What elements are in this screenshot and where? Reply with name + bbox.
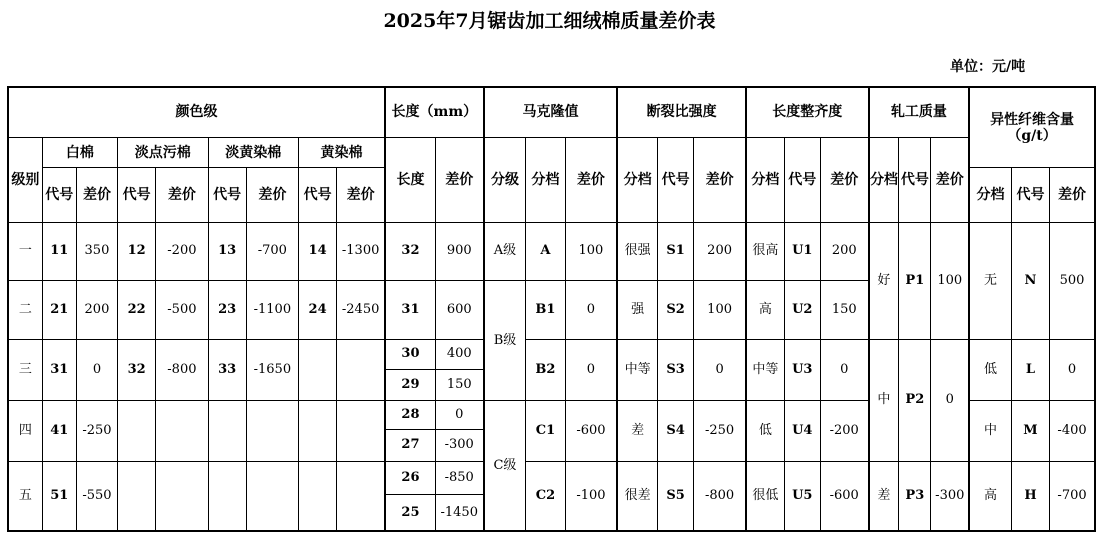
uniformity-level: 中等	[746, 339, 784, 401]
white-price: 0	[76, 339, 117, 401]
mic-level-header: 分档	[526, 137, 565, 222]
yellow-stained-header: 黄染棉	[299, 137, 386, 167]
light-yellow-price-header: 差价	[246, 168, 298, 222]
uniformity-level: 很低	[746, 461, 784, 531]
foreign-fiber-unit: （g/t）	[1007, 127, 1057, 144]
white-price: 200	[76, 281, 117, 340]
uniformity-price: 150	[820, 281, 868, 340]
mic-class: B级	[484, 281, 526, 401]
foreign-fiber-title: 异性纤维含量	[990, 111, 1075, 128]
foreign-price: 0	[1050, 339, 1095, 401]
length-price: 0	[435, 401, 483, 429]
strength-level: 很强	[617, 222, 657, 281]
length-value: 32	[385, 222, 435, 281]
yellow-code-empty	[299, 401, 337, 462]
white-code-header: 代号	[42, 168, 76, 222]
mic-level: A	[526, 222, 565, 281]
ginning-level-header: 分档	[869, 137, 899, 222]
length-value: 29	[385, 370, 435, 401]
white-cotton-header: 白棉	[42, 137, 117, 167]
uniformity-code: U3	[784, 339, 820, 401]
uniformity-price-header: 差价	[820, 137, 868, 222]
strength-price: -250	[694, 401, 746, 462]
strength-price: -800	[694, 461, 746, 531]
uniformity-level-header: 分档	[746, 137, 784, 222]
uniformity-level: 低	[746, 401, 784, 462]
foreign-level: 高	[969, 461, 1011, 531]
mic-price: -600	[565, 401, 617, 462]
yellow-code: 24	[299, 281, 337, 340]
ginning-header: 轧工质量	[869, 87, 970, 137]
uniformity-level: 很高	[746, 222, 784, 281]
strength-level: 差	[617, 401, 657, 462]
strength-price: 100	[694, 281, 746, 340]
foreign-code-header: 代号	[1011, 168, 1049, 222]
length-price: -300	[435, 429, 483, 461]
mic-level: C2	[526, 461, 565, 531]
ginning-level: 中	[869, 339, 899, 461]
strength-code-header: 代号	[658, 137, 694, 222]
length-value: 28	[385, 401, 435, 429]
length-price-header: 差价	[435, 137, 483, 222]
length-price: 150	[435, 370, 483, 401]
light-spot-price-empty	[156, 461, 208, 531]
light-yellow-price: -1100	[246, 281, 298, 340]
light-spotted-header: 淡点污棉	[118, 137, 208, 167]
strength-code: S5	[658, 461, 694, 531]
ginning-price: 0	[931, 339, 969, 461]
white-code: 21	[42, 281, 76, 340]
uniformity-price: -600	[820, 461, 868, 531]
length-price: 900	[435, 222, 483, 281]
light-yellow-code-header: 代号	[208, 168, 246, 222]
mic-price: 0	[565, 339, 617, 401]
length-value: 30	[385, 339, 435, 369]
yellow-code-empty	[299, 461, 337, 531]
foreign-level: 低	[969, 339, 1011, 401]
unit-label: 单位：元/吨	[950, 59, 1026, 75]
length-value: 26	[385, 461, 435, 494]
white-price-header: 差价	[76, 168, 117, 222]
white-price: -250	[76, 401, 117, 462]
light-spot-code: 12	[118, 222, 156, 281]
ginning-code: P2	[899, 339, 931, 461]
yellow-price-empty	[337, 401, 385, 462]
white-code: 51	[42, 461, 76, 531]
light-spot-price: -800	[156, 339, 208, 401]
uniformity-code-header: 代号	[784, 137, 820, 222]
uniformity-header: 长度整齐度	[746, 87, 869, 137]
uniformity-price: 200	[820, 222, 868, 281]
uniformity-level: 高	[746, 281, 784, 340]
foreign-level: 中	[969, 401, 1011, 462]
strength-level-header: 分档	[617, 137, 657, 222]
ginning-code: P1	[899, 222, 931, 339]
strength-price: 0	[694, 339, 746, 401]
uniformity-code: U5	[784, 461, 820, 531]
light-spot-price-header: 差价	[156, 168, 208, 222]
yellow-price-header: 差价	[337, 168, 385, 222]
grade-cell: 一	[8, 222, 42, 281]
light-yellow-code: 33	[208, 339, 246, 401]
foreign-level: 无	[969, 222, 1011, 339]
ginning-price: 100	[931, 222, 969, 339]
length-value: 27	[385, 429, 435, 461]
price-difference-table	[7, 86, 1096, 532]
yellow-code: 14	[299, 222, 337, 281]
foreign-code: M	[1011, 401, 1049, 462]
grade-header: 级别	[8, 137, 42, 222]
strength-level: 中等	[617, 339, 657, 401]
uniformity-code: U1	[784, 222, 820, 281]
strength-level: 强	[617, 281, 657, 340]
length-price: 400	[435, 339, 483, 369]
micronaire-header: 马克隆值	[484, 87, 618, 137]
grade-cell: 五	[8, 461, 42, 531]
ginning-code: P3	[899, 461, 931, 531]
light-spot-code-empty	[118, 461, 156, 531]
yellow-price-empty	[337, 461, 385, 531]
white-code: 31	[42, 339, 76, 401]
light-yellow-header: 淡黄染棉	[208, 137, 298, 167]
yellow-code-empty	[299, 339, 337, 401]
light-yellow-price: -1650	[246, 339, 298, 401]
page-title: 2025年7月锯齿加工细绒棉质量差价表	[383, 10, 716, 32]
light-yellow-price: -700	[246, 222, 298, 281]
light-yellow-price-empty	[246, 401, 298, 462]
white-price: 350	[76, 222, 117, 281]
length-value: 31	[385, 281, 435, 340]
uniformity-price: -200	[820, 401, 868, 462]
light-spot-code: 32	[118, 339, 156, 401]
ginning-level: 好	[869, 222, 899, 339]
foreign-level-header: 分档	[969, 168, 1011, 222]
mic-price: 0	[565, 281, 617, 340]
foreign-price: -400	[1050, 401, 1095, 462]
white-price: -550	[76, 461, 117, 531]
uniformity-code: U4	[784, 401, 820, 462]
light-yellow-price-empty	[246, 461, 298, 531]
yellow-price: -1300	[337, 222, 385, 281]
light-spot-code: 22	[118, 281, 156, 340]
foreign-price: -700	[1050, 461, 1095, 531]
mic-level: B1	[526, 281, 565, 340]
mic-price: 100	[565, 222, 617, 281]
light-spot-price: -200	[156, 222, 208, 281]
grade-cell: 二	[8, 281, 42, 340]
grade-cell: 三	[8, 339, 42, 401]
uniformity-price: 0	[820, 339, 868, 401]
mic-level: B2	[526, 339, 565, 401]
length-price: 600	[435, 281, 483, 340]
mic-level: C1	[526, 401, 565, 462]
light-spot-code-header: 代号	[118, 168, 156, 222]
ginning-price-header: 差价	[931, 137, 969, 222]
light-yellow-code: 13	[208, 222, 246, 281]
strength-header: 断裂比强度	[617, 87, 746, 137]
strength-code: S3	[658, 339, 694, 401]
grade-cell: 四	[8, 401, 42, 462]
length-value: 25	[385, 495, 435, 531]
strength-price: 200	[694, 222, 746, 281]
foreign-code: N	[1011, 222, 1049, 339]
yellow-price-empty	[337, 339, 385, 401]
length-price: -1450	[435, 495, 483, 531]
ginning-price: -300	[931, 461, 969, 531]
foreign-code: H	[1011, 461, 1049, 531]
foreign-price-header: 差价	[1050, 168, 1095, 222]
ginning-code-header: 代号	[899, 137, 931, 222]
strength-level: 很差	[617, 461, 657, 531]
yellow-code-header: 代号	[299, 168, 337, 222]
strength-code: S1	[658, 222, 694, 281]
color-grade-header: 颜色级	[8, 87, 385, 137]
white-code: 11	[42, 222, 76, 281]
light-yellow-code-empty	[208, 461, 246, 531]
light-yellow-code-empty	[208, 401, 246, 462]
light-spot-price-empty	[156, 401, 208, 462]
strength-code: S4	[658, 401, 694, 462]
light-spot-price: -500	[156, 281, 208, 340]
white-code: 41	[42, 401, 76, 462]
yellow-price: -2450	[337, 281, 385, 340]
light-yellow-code: 23	[208, 281, 246, 340]
foreign-price: 500	[1050, 222, 1095, 339]
strength-code: S2	[658, 281, 694, 340]
length-price: -850	[435, 461, 483, 494]
foreign-code: L	[1011, 339, 1049, 401]
mic-class: A级	[484, 222, 526, 281]
uniformity-code: U2	[784, 281, 820, 340]
light-spot-code-empty	[118, 401, 156, 462]
foreign-fiber-header	[969, 87, 1095, 168]
strength-price-header: 差价	[694, 137, 746, 222]
mic-class-header: 分级	[484, 137, 526, 222]
length-col-header: 长度	[385, 137, 435, 222]
length-header: 长度（mm）	[385, 87, 484, 137]
mic-class: C级	[484, 401, 526, 531]
mic-price: -100	[565, 461, 617, 531]
mic-price-header: 差价	[565, 137, 617, 222]
ginning-level: 差	[869, 461, 899, 531]
